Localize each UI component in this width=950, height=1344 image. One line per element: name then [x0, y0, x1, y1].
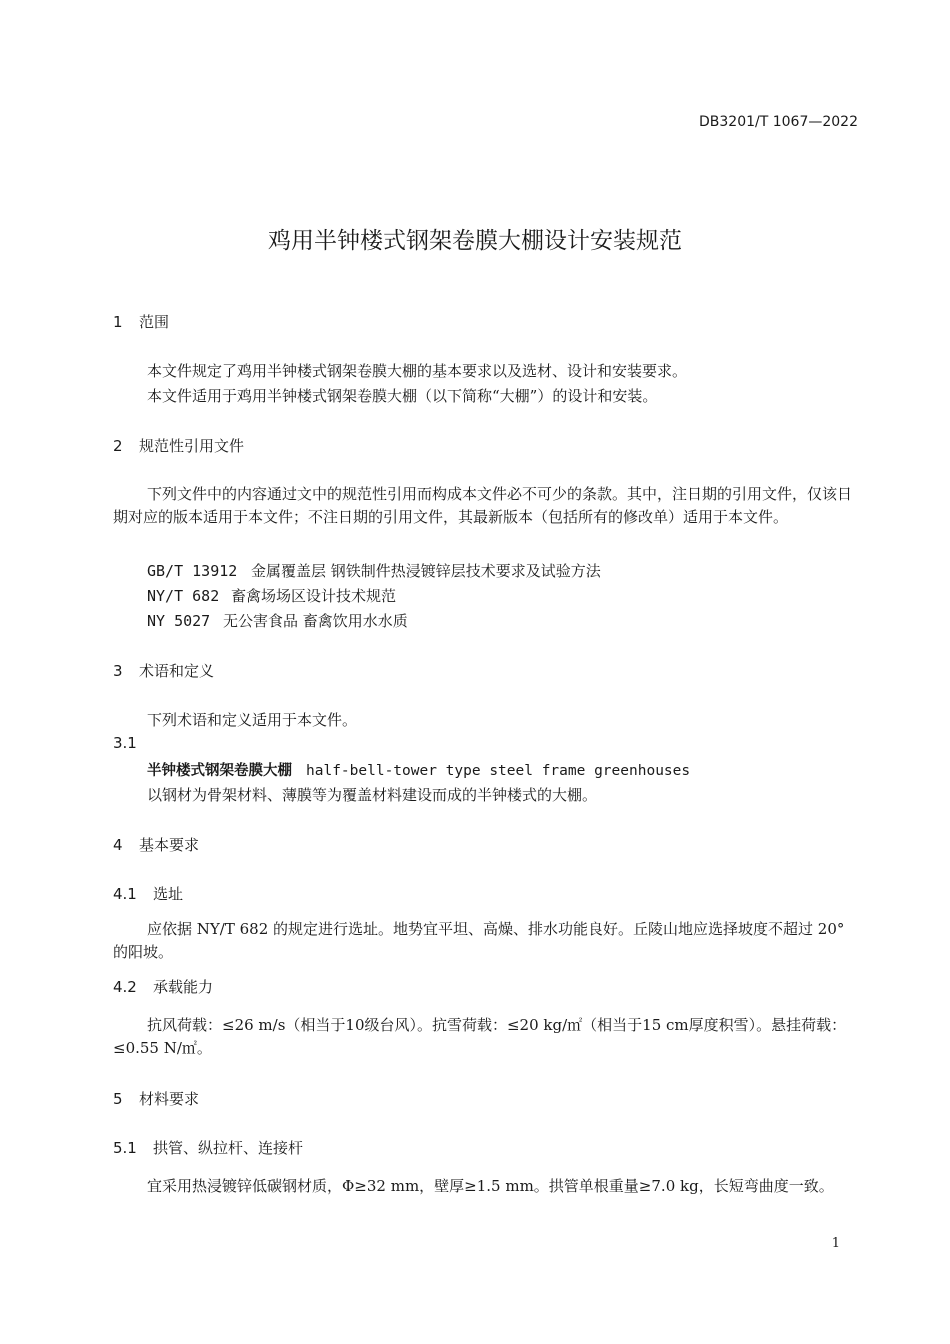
- section-heading-1: [113, 311, 169, 332]
- subsection-heading-4-1: [113, 883, 183, 904]
- section-number: 2: [113, 437, 123, 455]
- paragraph: 下列文件中的内容通过文中的规范性引用而构成本文件必不可少的条款。其中，注日期的引用文件，仅该日期对应的版本适用于本文件；不注日期的引用文件，其最新版本（包括所有的修改单）适用于本文件。: [113, 485, 853, 526]
- section-title: 术语和定义: [139, 662, 215, 680]
- reference-code: GB/T 13912: [147, 562, 238, 580]
- paragraph: 抗风荷载：≤26 m/s（相当于10级台风）。抗雪荷载：≤20 kg/㎡（相当于15 cm厚度积雪）。悬挂荷载：≤0.55 N/㎡。: [113, 1016, 847, 1057]
- section-heading-2: [113, 435, 244, 456]
- subsection-heading-4-2: [113, 976, 213, 997]
- section-number: 3: [113, 662, 123, 680]
- section-heading-3: [113, 660, 214, 681]
- paragraph: 宜采用热浸镀锌低碳钢材质，Φ≥32 mm，壁厚≥1.5 mm。拱管单根重量≥7.0 kg，长短弯曲度一致。: [147, 1177, 834, 1195]
- subsection-number: 4.1: [113, 885, 137, 903]
- reference-item: [147, 585, 396, 606]
- section-title: 规范性引用文件: [139, 437, 245, 455]
- section-title: 材料要求: [139, 1090, 200, 1108]
- paragraph: 本文件规定了鸡用半钟楼式钢架卷膜大棚的基本要求以及选材、设计和安装要求。: [147, 362, 688, 380]
- reference-title: 金属覆盖层 钢铁制件热浸镀锌层技术要求及试验方法: [251, 562, 601, 580]
- reference-code: NY 5027: [147, 612, 211, 630]
- subsection-title: 选址: [153, 885, 184, 903]
- term-entry: [147, 759, 690, 780]
- reference-title: 无公害食品 畜禽饮用水水质: [223, 612, 408, 630]
- paragraph: 本文件适用于鸡用半钟楼式钢架卷膜大棚（以下简称“大棚”）的设计和安装。: [147, 387, 658, 405]
- term-definition: 以钢材为骨架材料、薄膜等为覆盖材料建设而成的半钟楼式的大棚。: [147, 786, 598, 804]
- subsection-number: 3.1: [113, 734, 137, 752]
- section-number: 4: [113, 836, 123, 854]
- section-title: 基本要求: [139, 836, 200, 854]
- reference-title: 畜禽场场区设计技术规范: [231, 587, 397, 605]
- reference-item: [147, 560, 601, 581]
- section-number: 1: [113, 313, 123, 331]
- section-heading-4: [113, 834, 199, 855]
- paragraph: 应依据 NY/T 682 的规定进行选址。地势宜平坦、高燥、排水功能良好。丘陵山地应选择坡度不超过 20° 的阳坡。: [113, 920, 845, 961]
- page-title: 鸡用半钟楼式钢架卷膜大棚设计安装规范: [268, 228, 682, 254]
- reference-item: [147, 610, 408, 631]
- subsection-number: 4.2: [113, 978, 137, 996]
- subsection-title: 拱管、纵拉杆、连接杆: [153, 1139, 304, 1157]
- term-chinese: 半钟楼式钢架卷膜大棚: [147, 763, 292, 779]
- paragraph: 下列术语和定义适用于本文件。: [147, 711, 358, 729]
- page-number: 1: [831, 1236, 840, 1251]
- subsection-heading-5-1: [113, 1137, 303, 1158]
- section-heading-5: [113, 1088, 199, 1109]
- subsection-number: 5.1: [113, 1139, 137, 1157]
- section-title: 范围: [139, 313, 170, 331]
- subsection-title: 承载能力: [153, 978, 214, 996]
- section-number: 5: [113, 1090, 123, 1108]
- reference-code: NY/T 682: [147, 587, 220, 605]
- term-english: half-bell-tower type steel frame greenhouses: [306, 763, 691, 779]
- document-number: DB3201/T 1067—2022: [699, 114, 858, 130]
